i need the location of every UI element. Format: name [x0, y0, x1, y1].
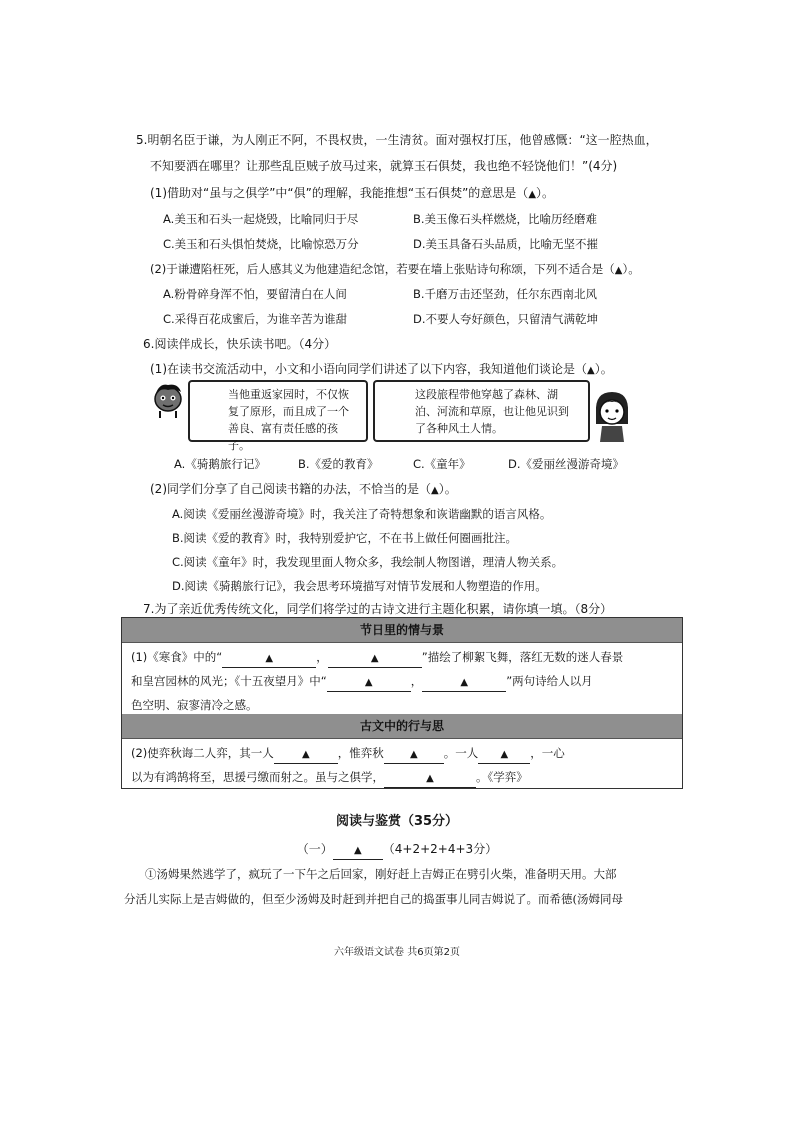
q7-s2-line2: 以为有鸿鹄将至，思援弓缴而射之。虽与之俱学， ▲ 。《学弈》 [131, 769, 528, 788]
q6-1-option-c: C.《童年》 [413, 457, 471, 471]
q7-s1-line2: 和皇宫园林的风光；《十五夜望月》中“ ▲ ， ▲ ”两句诗给人以月 [131, 673, 593, 692]
q5-2-option-b: B.千磨万击还坚劲，任尔东西南北风 [413, 287, 598, 301]
answer-triangle-icon: ▲ [528, 189, 537, 200]
q7-s1-line1: (1)《寒食》中的“ ▲ ， ▲ ”描绘了柳絮飞舞，落红无数的迷人春景 [131, 649, 623, 668]
fill-blank[interactable] [422, 673, 506, 692]
fill-blank[interactable] [478, 745, 530, 764]
q5-sub1: (1)借助对“虽与之俱学”中“俱”的理解，我能推想“玉石俱焚”的意思是（▲）。 [150, 185, 554, 203]
q5-1-option-c: C.美玉和石头惧怕焚烧，比喻惊恐万分 [163, 237, 359, 251]
fill-blank[interactable] [274, 745, 338, 764]
reading-subsection-header: （一） ▲ （4+2+2+4+3分） [0, 841, 794, 860]
answer-triangle-icon: ▲ [426, 773, 434, 784]
q6-2-option-d: D.阅读《骑鹅旅行记》，我会思考环境描写对情节发展和人物塑造的作用。 [172, 579, 547, 593]
fill-blank[interactable] [328, 649, 422, 668]
fill-blank[interactable] [327, 673, 411, 692]
fill-blank[interactable] [384, 769, 476, 788]
answer-triangle-icon: ▲ [614, 265, 623, 276]
q7-stem: 7.为了亲近优秀传统文化，同学们将学过的古诗文进行主题化积累，请你填一填。（8分） [143, 602, 613, 616]
fill-blank[interactable] [222, 649, 316, 668]
fill-blank[interactable] [333, 841, 383, 860]
answer-triangle-icon: ▲ [409, 749, 418, 760]
girl-avatar-icon [592, 388, 632, 444]
q6-sub1: (1)在读书交流活动中，小文和小语向同学们讲述了以下内容，我知道他们谈论是（▲）。 [150, 361, 613, 379]
q5-2-option-c: C.采得百花成蜜后，为谁辛苦为谁甜 [163, 312, 348, 326]
q5-1-option-a: A.美玉和石头一起烧毁，比喻同归于尽 [163, 212, 359, 226]
q5-2-option-d: D.不要人夸好颜色，只留清气满乾坤 [413, 312, 599, 326]
fill-blank[interactable] [384, 745, 444, 764]
q5-1-option-d: D.美玉具备石头品质，比喻无坚不摧 [413, 237, 599, 251]
q6-sub2: (2)同学们分享了自己阅读书籍的办法，不恰当的是（▲）。 [150, 481, 457, 499]
q6-2-option-a: A.阅读《爱丽丝漫游奇境》时，我关注了奇特想象和诙谐幽默的语言风格。 [172, 507, 552, 521]
q7-section2-title: 古文中的行与思 [359, 719, 444, 733]
answer-triangle-icon: ▲ [587, 365, 595, 376]
answer-triangle-icon: ▲ [353, 845, 362, 856]
answer-triangle-icon: ▲ [431, 485, 439, 496]
answer-triangle-icon: ▲ [301, 749, 310, 760]
boy-avatar-icon [148, 380, 188, 420]
answer-triangle-icon: ▲ [500, 749, 509, 760]
reading-paragraph-line2: 分活儿实际上是吉姆做的，但至少汤姆及时赶到并把自己的捣蛋事儿同吉姆说了。而希德(汤姆同母 [124, 892, 623, 906]
q6-1-option-d: D.《爱丽丝漫游奇境》 [508, 457, 625, 471]
q6-1-option-a: A.《骑鹅旅行记》 [174, 457, 266, 471]
q7-s1-line3: 色空明、寂寥清冷之感。 [131, 698, 258, 712]
q6-2-option-b: B.阅读《爱的教育》时，我特别爱护它，不在书上做任何圈画批注。 [172, 531, 518, 545]
q5-stem-line2: 不知要洒在哪里？让那些乱臣贼子放马过来，就算玉石俱焚，我也绝不轻饶他们！”(4分) [150, 159, 618, 173]
q7-section2-band [122, 714, 682, 739]
speech-bubble-left: 当他重返家园时，不仅恢复了原形，而且成了一个善良、富有责任感的孩子。 [188, 380, 368, 442]
q7-section1-title: 节日里的情与景 [359, 623, 444, 637]
reading-section-title: 阅读与鉴赏（35分） [335, 814, 459, 829]
reading-paragraph-line1: ①汤姆果然逃学了，疯玩了一下午之后回家，刚好赶上吉姆正在劈引火柴，准备明天用。大部 [145, 867, 617, 881]
q6-1-option-b: B.《爱的教育》 [298, 457, 379, 471]
answer-triangle-icon: ▲ [364, 677, 373, 688]
answer-triangle-icon: ▲ [460, 677, 469, 688]
q5-1-option-b: B.美玉像石头样燃烧，比喻历经磨难 [413, 212, 598, 226]
answer-triangle-icon: ▲ [370, 653, 379, 664]
q6-stem: 6.阅读伴成长，快乐读书吧。（4分） [143, 337, 337, 351]
q7-section1-band [122, 618, 682, 643]
page-footer: 六年级语文试卷 共6页第2页 [334, 947, 460, 958]
q5-sub2: (2)于谦遭陷枉死，后人感其义为他建造纪念馆，若要在墙上张贴诗句称颂，下列不适合是（▲）。 [150, 261, 640, 279]
q6-2-option-c: C.阅读《童年》时，我发现里面人物众多，我绘制人物图谱，理清人物关系。 [172, 555, 564, 569]
q5-stem-line1: 5.明朝名臣于谦，为人刚正不阿，不畏权贵，一生清贫。面对强权打压，他曾感慨：“这一腔热血， [136, 133, 658, 147]
q7-s2-line1: (2)使弈秋诲二人弈，其一人 ▲ ，惟弈秋 ▲ 。一人 ▲ ，一心 [131, 745, 565, 764]
q5-2-option-a: A.粉骨碎身浑不怕，要留清白在人间 [163, 287, 347, 301]
speech-bubble-right: 这段旅程带他穿越了森林、湖泊、河流和草原，也让他见识到了各种风土人情。 [373, 380, 590, 442]
answer-triangle-icon: ▲ [265, 653, 274, 664]
